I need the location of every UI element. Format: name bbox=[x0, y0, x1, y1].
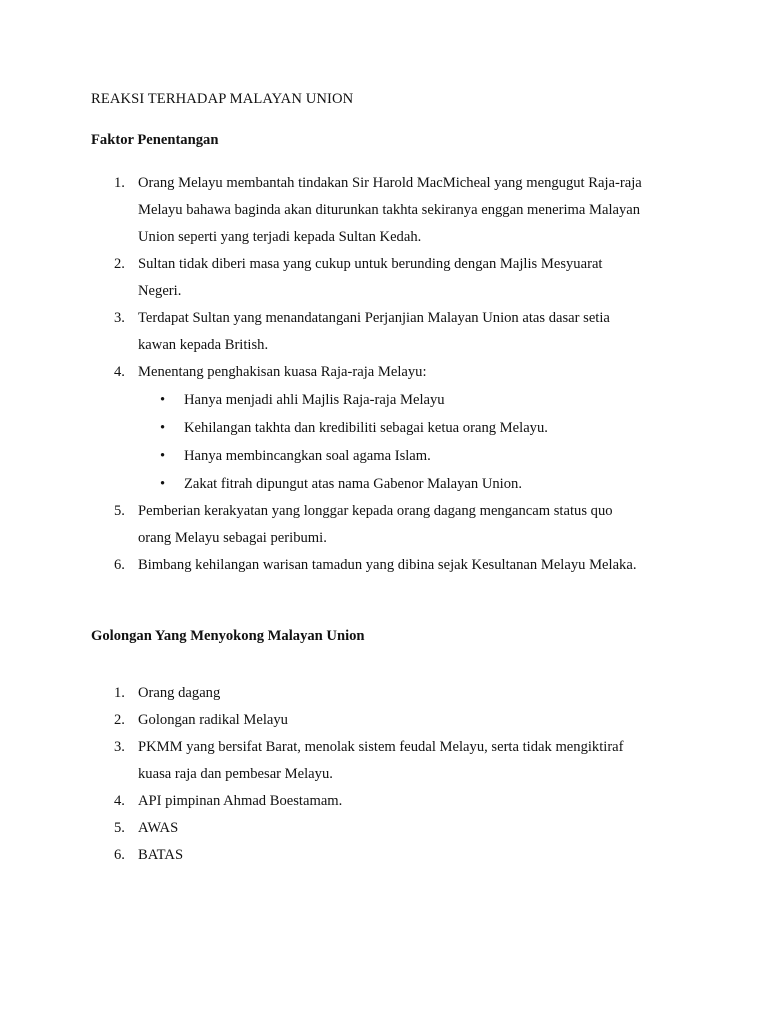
list-item-line: Terdapat Sultan yang menandatangani Perjanjian Malayan Union atas dasar setia bbox=[138, 310, 610, 326]
bullet-list bbox=[0, 386, 768, 498]
list-item bbox=[0, 734, 768, 788]
list-item-line: kawan kepada British. bbox=[138, 337, 269, 353]
list-item-number: 1. bbox=[114, 175, 125, 191]
bullet-icon: • bbox=[160, 420, 166, 436]
bullet-item bbox=[0, 386, 768, 414]
list-item bbox=[0, 305, 768, 359]
list-item-number: 6. bbox=[114, 847, 125, 863]
list-item-number: 2. bbox=[114, 712, 125, 728]
list-item-line: BATAS bbox=[138, 847, 184, 863]
list-item-line: Union seperti yang terjadi kepada Sultan Kedah. bbox=[138, 229, 422, 245]
document-title: REAKSI TERHADAP MALAYAN UNION bbox=[91, 91, 354, 107]
list-item-number: 3. bbox=[114, 739, 125, 755]
list-item-number: 2. bbox=[114, 256, 125, 272]
bullet-item bbox=[0, 470, 768, 498]
list-item-number: 4. bbox=[114, 364, 125, 380]
list-item-line: Menentang penghakisan kuasa Raja-raja Melayu: bbox=[138, 364, 427, 380]
bullet-text: Hanya membincangkan soal agama Islam. bbox=[184, 448, 431, 464]
list-item bbox=[0, 251, 768, 305]
list-item-line: API pimpinan Ahmad Boestamam. bbox=[138, 793, 343, 809]
list-item-line: Pemberian kerakyatan yang longgar kepada orang dagang mengancam status quo bbox=[138, 503, 613, 519]
golongan-menyokong-list bbox=[0, 680, 768, 869]
list-item bbox=[0, 815, 768, 842]
list-item-number: 6. bbox=[114, 557, 125, 573]
list-item-line: Golongan radikal Melayu bbox=[138, 712, 288, 728]
list-item-line: PKMM yang bersifat Barat, menolak sistem feudal Melayu, serta tidak mengiktiraf bbox=[138, 739, 624, 755]
bullet-icon: • bbox=[160, 392, 166, 408]
bullet-icon: • bbox=[160, 448, 166, 464]
bullet-text: Kehilangan takhta dan kredibiliti sebagai ketua orang Melayu. bbox=[184, 420, 548, 436]
list-item bbox=[0, 359, 768, 498]
list-item-number: 5. bbox=[114, 503, 125, 519]
bullet-text: Zakat fitrah dipungut atas nama Gabenor Malayan Union. bbox=[184, 476, 522, 492]
list-item-number: 4. bbox=[114, 793, 125, 809]
section-heading-faktor-penentangan: Faktor Penentangan bbox=[91, 132, 219, 148]
list-item-number: 1. bbox=[114, 685, 125, 701]
list-item-line: Negeri. bbox=[138, 283, 182, 299]
list-item-line: Orang Melayu membantah tindakan Sir Harold MacMicheal yang mengugut Raja-raja bbox=[138, 175, 642, 191]
list-item-number: 5. bbox=[114, 820, 125, 836]
bullet-item bbox=[0, 442, 768, 470]
list-item-number: 3. bbox=[114, 310, 125, 326]
list-item bbox=[0, 170, 768, 251]
list-item bbox=[0, 788, 768, 815]
list-item-line: Sultan tidak diberi masa yang cukup untuk berunding dengan Majlis Mesyuarat bbox=[138, 256, 603, 272]
section-heading-golongan-menyokong: Golongan Yang Menyokong Malayan Union bbox=[91, 628, 365, 644]
list-item bbox=[0, 498, 768, 552]
list-item bbox=[0, 842, 768, 869]
list-item-line: kuasa raja dan pembesar Melayu. bbox=[138, 766, 333, 782]
list-item bbox=[0, 680, 768, 707]
list-item-line: Orang dagang bbox=[138, 685, 221, 701]
bullet-text: Hanya menjadi ahli Majlis Raja-raja Melayu bbox=[184, 392, 445, 408]
faktor-penentangan-list bbox=[0, 170, 768, 579]
list-item-line: Melayu bahawa baginda akan diturunkan takhta sekiranya enggan menerima Malayan bbox=[138, 202, 641, 218]
list-item-line: AWAS bbox=[138, 820, 179, 836]
bullet-item bbox=[0, 414, 768, 442]
list-item-line: Bimbang kehilangan warisan tamadun yang dibina sejak Kesultanan Melayu Melaka. bbox=[138, 557, 637, 573]
list-item bbox=[0, 707, 768, 734]
list-item bbox=[0, 552, 768, 579]
bullet-icon: • bbox=[160, 476, 166, 492]
list-item-line: orang Melayu sebagai peribumi. bbox=[138, 530, 327, 546]
